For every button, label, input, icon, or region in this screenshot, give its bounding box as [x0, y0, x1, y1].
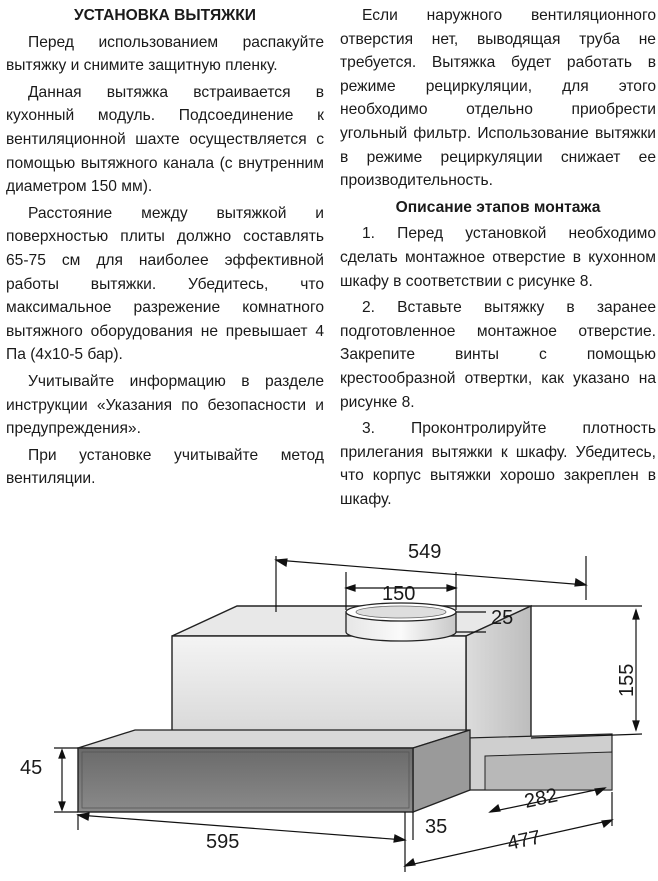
hood-dimensions-diagram	[0, 530, 658, 881]
dim-bottom-depth: 477	[505, 826, 543, 855]
paragraph-ventilation: При установке учитывайте метод вентиляции.	[6, 446, 324, 488]
right-text-column	[340, 4, 656, 514]
dim-side-depth: 282	[522, 784, 560, 813]
paragraph-recirculation: Если наружного вентиляционного отверстия нет, выводящая труба не требуется. Вытяжка будет работать в режиме рециркуляции, для этого необходимо отдельно приобрести угольный фильтр. Использование вытяжки в режиме рециркуляции снижает ее производительность.	[340, 7, 656, 190]
paragraph-built-in: Данная вытяжка встраивается в кухонный модуль. Подсоединение к вентиляционной шахте осуществляется с помощью вытяжного канала (с внутренним диаметром 150 мм).	[6, 83, 324, 196]
installation-steps-heading: Описание этапов монтажа	[395, 198, 601, 216]
dim-front-width: 595	[206, 831, 240, 853]
step-2: 2. Вставьте вытяжку в заранее подготовленное монтажное отверстие. Закрепите винты с помощью крестообразной отвертки, как указано на рисунке 8.	[340, 299, 656, 411]
paragraph-distance: Расстояние между вытяжкой и поверхностью плиты должно составлять 65-75 см для наиболее эффективной работы вытяжки. Убедитесь, что максимальное разрежение комнатного вытяжного оборудования не превышает 4 Па (4х10-5 бар).	[6, 204, 324, 364]
dim-pipe-height: 25	[491, 607, 514, 629]
paragraph-safety: Учитывайте информацию в разделе инструкции «Указания по безопасности и предупреждения».	[6, 372, 324, 438]
section-heading: УСТАНОВКА ВЫТЯЖКИ	[73, 7, 256, 24]
hood-body	[78, 606, 612, 812]
hood-front-panel	[78, 748, 413, 812]
step-1: 1. Перед установкой необходимо сделать монтажное отверстие в кухонном шкафу в соответствии с рисунке 8.	[340, 225, 656, 290]
dim-top-depth: 549	[408, 541, 442, 563]
dim-panel-depth: 35	[425, 816, 448, 838]
step-3: 3. Проконтролируйте плотность прилегания вытяжки к шкафу. Убедитесь, что корпус вытяжки хорошо закреплен в шкафу.	[340, 420, 656, 508]
hood-tray-top	[78, 730, 470, 748]
dim-pipe-diameter: 150	[382, 583, 416, 605]
exhaust-pipe	[346, 603, 456, 641]
left-text-column	[6, 4, 324, 494]
dim-front-height: 45	[20, 757, 43, 779]
dim-body-height: 155	[616, 663, 638, 697]
paragraph-unpack: Перед использованием распакуйте вытяжку и снимите защитную пленку.	[6, 33, 324, 75]
